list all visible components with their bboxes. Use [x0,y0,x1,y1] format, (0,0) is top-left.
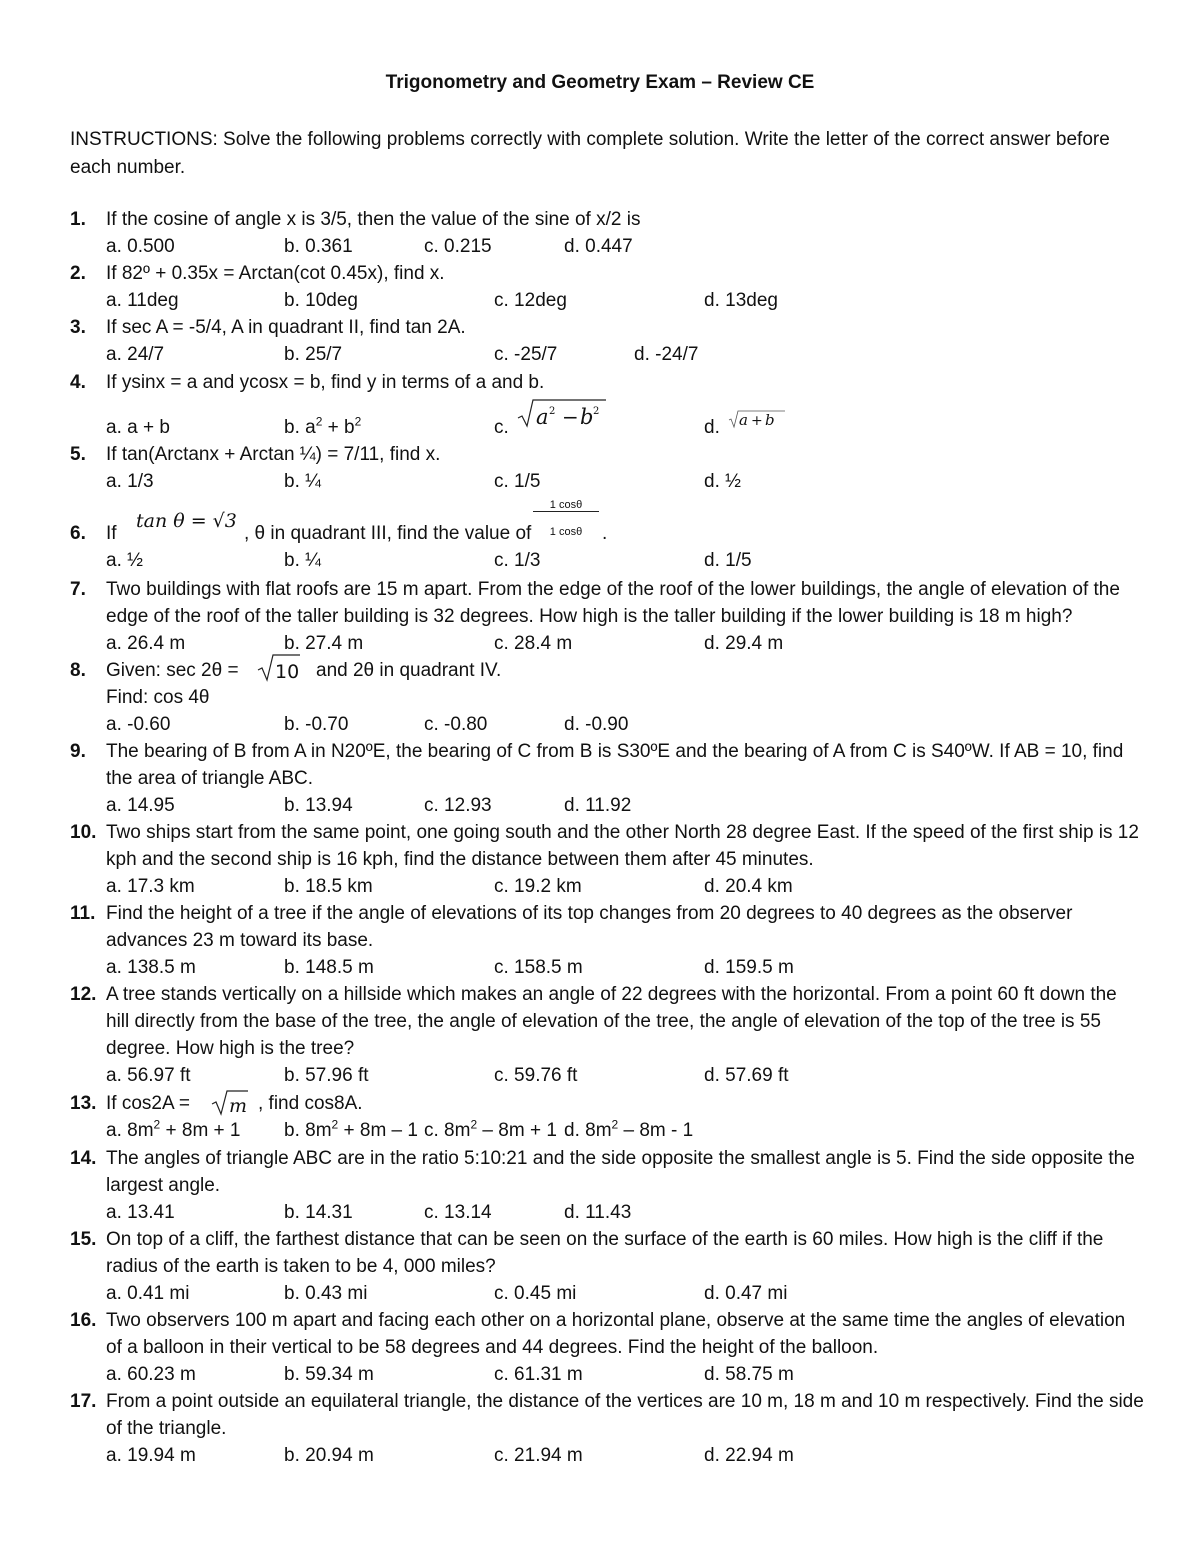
question-14 [70,1145,1145,1199]
choice-a: a. 14.95 [106,795,175,816]
question-text-pre: If cos2A = [106,1093,190,1114]
choice-b: b. 0.361 [284,236,353,257]
choices-12 [106,1062,1106,1089]
svg-text:2: 2 [593,406,600,417]
choice-a: a. 0.41 mi [106,1283,190,1304]
question-text: If 82º + 0.35x = Arctan(cot 0.45x), find x. [106,263,445,284]
choices-15 [106,1280,1106,1307]
question-number: 6. [70,523,86,544]
choice-b: b. $8m^2 + 8m - 1$ [284,1117,418,1141]
choice-b: b. 18.5 km [284,876,373,897]
sqrt-10-value: 10 [275,661,300,683]
question-9 [70,738,1145,792]
question-5 [70,441,1145,468]
svg-text:−: − [562,405,579,429]
choices-13 [106,1117,1106,1144]
question-number: 5. [70,444,86,465]
choice-a: a. $8m^2 + 8m + 1$ [106,1117,241,1141]
question-number: 11. [70,903,96,924]
question-number: 2. [70,263,86,284]
question-text: The angles of triangle ABC are in the ratio 5:10:21 and the side opposite the smallest angle is 5. Find the side opposite the largest angle. [106,1148,1135,1196]
choice-c: c. 28.4 m [494,633,573,654]
choice-d: d. 13deg [704,290,778,311]
choices-6 [106,547,1106,574]
choice-a: a. a + b [106,417,170,438]
choices-9 [106,792,1106,819]
question-text: If tan(Arctanx + Arctan ¼) = 7/11, find x. [106,444,441,465]
question-15 [70,1226,1145,1280]
svg-text:2: 2 [549,406,556,417]
choice-a: a. ½ [106,550,143,571]
choice-c: c. 1/5 [494,471,541,492]
question-number: 14. [70,1148,97,1169]
choice-d: d. 29.4 m [704,633,784,654]
choice-d: d. 20.4 km [704,876,793,897]
choices-17 [106,1442,1106,1469]
sqrt-m-value: m [229,1095,248,1117]
question-text-pre: If [106,523,117,544]
choices-16 [106,1361,1106,1388]
question-text-post: and 2θ in quadrant IV. [316,660,502,681]
question-10 [70,819,1145,873]
question-text: A tree stands vertically on a hillside which makes an angle of 22 degrees with the horizontal. From a point 60 ft down the hill directly from the base of the tree, the angle of elevation of the tree, the angle of elevation of the top of the tree is 55 degree. How high is the tree? [106,984,1117,1059]
question-number: 8. [70,660,86,681]
question-number: 17. [70,1391,97,1412]
choice-a: a. 19.94 m [106,1445,196,1466]
choices-2 [106,287,1106,314]
question-text: If ysinx = a and ycosx = b, find y in terms of a and b. [106,372,545,393]
choice-c: c. 12.93 [424,795,492,816]
choice-c: c. -0.80 [424,714,488,735]
choice-b: b. 10deg [284,290,358,311]
question-number: 4. [70,372,86,393]
choices-10 [106,873,1106,900]
choice-c: c. 12deg [494,290,567,311]
question-text: From a point outside an equilateral triangle, the distance of the vertices are 10 m, 18 m and 10 m respectively. Find the side of the triangle. [106,1391,1144,1439]
choice-d: d. [704,417,720,438]
choice-c: c. $8m^2 - 8m + 1$ [424,1117,557,1141]
choice-b: b. 59.34 m [284,1364,374,1385]
choice-d: d. 159.5 m [704,957,794,978]
question-16 [70,1307,1145,1361]
choice-d: d. -24/7 [634,344,699,365]
choice-c: c. 21.94 m [494,1445,583,1466]
question-3 [70,314,1145,341]
choices-14 [106,1199,1106,1226]
question-number: 15. [70,1229,97,1250]
choice-c: c. 0.215 [424,236,492,257]
question-2 [70,260,1145,287]
choices-3 [106,341,1106,368]
choices-1 [106,233,1106,260]
choice-d: d. 0.447 [564,236,633,257]
question-number: 13. [70,1093,97,1114]
question-text: Find the height of a tree if the angle of elevations of its top changes from 20 degrees to 40 degrees as the observer advances 23 m toward its base. [106,903,1073,951]
choice-c: c. 13.14 [424,1202,492,1223]
choice-a: a. -0.60 [106,714,171,735]
choice-b: b. ¼ [284,550,321,571]
choice-a: a. 138.5 m [106,957,196,978]
choice-b: b. 148.5 m [284,957,374,978]
choices-5 [106,468,1106,495]
svg-text:a: a [536,405,549,429]
choice-d: d. 11.43 [564,1202,632,1223]
choices-11 [106,954,1106,981]
choice-a: a. 0.500 [106,236,175,257]
choice-a: a. 13.41 [106,1202,175,1223]
question-text: Two buildings with flat roofs are 15 m apart. From the edge of the roof of the lower buildings, the angle of elevation of the edge of the roof of the taller building is 32 degrees. How high is the taller building if the lower building is 18 m high? [106,579,1120,627]
question-subtext: Find: cos 4θ [106,687,210,708]
question-number: 10. [70,822,97,843]
question-1 [70,206,1145,233]
sqrt-a2-minus-b2-formula [516,396,608,430]
question-text: If the cosine of angle x is 3/5, then the value of the sine of x/2 is [106,209,641,230]
fraction-numerator: 1 cosθ [533,499,599,512]
question-text-end: . [602,523,608,544]
choice-a: a. 1/3 [106,471,154,492]
choices-8 [106,711,1106,738]
choice-c: c. 59.76 ft [494,1065,578,1086]
choice-b: b. 13.94 [284,795,353,816]
choice-c: c. -25/7 [494,344,558,365]
question-text: On top of a cliff, the farthest distance that can be seen on the surface of the earth is 60 miles. How high is the cliff if the radius of the earth is taken to be 4, 000 miles? [106,1229,1104,1277]
choice-d: d. 1/5 [704,550,752,571]
svg-text:b: b [765,411,775,429]
question-number: 12. [70,984,97,1005]
choice-b: b. $a^2 + b^2$ [284,414,362,438]
choice-c: c. 0.45 mi [494,1283,577,1304]
choice-b: b. ¼ [284,471,321,492]
question-text: Two observers 100 m apart and facing each other on a horizontal plane, observe at the same time the angles of elevation of a balloon in their vertical to be 58 degrees and 44 degrees. Find the height of the balloon. [106,1310,1126,1358]
fraction-denominator: 1 cosθ [549,526,583,538]
choice-c: c. 158.5 m [494,957,583,978]
sqrt-10-formula [256,652,302,684]
choice-a: a. 11deg [106,290,179,311]
question-number: 16. [70,1310,97,1331]
question-number: 3. [70,317,86,338]
question-text: Two ships start from the same point, one going south and the other North 28 degree East. If the speed of the first ship is 12 kph and the second ship is 16 kph, find the distance between them after 45 minutes. [106,822,1139,870]
question-4 [70,369,1145,396]
question-17 [70,1388,1145,1442]
question-number: 7. [70,579,86,600]
question-number: 1. [70,209,86,230]
choice-a: a. 17.3 km [106,876,195,897]
choice-b: b. 14.31 [284,1202,353,1223]
choice-b: b. 57.96 ft [284,1065,369,1086]
choice-b: b. 25/7 [284,344,343,365]
choice-d: d. -0.90 [564,714,629,735]
choice-d: d. 22.94 m [704,1445,794,1466]
choice-d: d. 58.75 m [704,1364,794,1385]
choice-b: b. 0.43 mi [284,1283,368,1304]
instructions: INSTRUCTIONS: Solve the following problems correctly with complete solution. Write the letter of the correct answer before each number. [70,129,1110,178]
choice-d: d. ½ [704,471,741,492]
page-title: Trigonometry and Geometry Exam – Review CE [385,72,815,93]
choice-a: a. 24/7 [106,344,165,365]
choice-b: b. 20.94 m [284,1445,374,1466]
choice-a: a. 56.97 ft [106,1065,191,1086]
svg-text:+: + [751,413,763,429]
svg-text:a: a [739,411,748,429]
choice-a: a. 60.23 m [106,1364,196,1385]
choice-d: d. 0.47 mi [704,1283,788,1304]
choice-c: c. 1/3 [494,550,541,571]
choice-b: b. 27.4 m [284,633,364,654]
question-text: If sec A = -5/4, A in quadrant II, find tan 2A. [106,317,466,338]
question-text-pre: Given: sec 2θ = [106,660,239,681]
question-12 [70,981,1145,1062]
tan-theta-formula: tan θ = √3 [136,510,237,532]
choice-a: a. 26.4 m [106,633,186,654]
choice-c: c. 19.2 km [494,876,582,897]
question-7 [70,576,1145,630]
question-number: 9. [70,741,86,762]
svg-text:b: b [580,405,594,429]
sqrt-a-plus-b-formula [727,408,787,430]
choice-d: d. $8m^2 - 8m - 1$ [564,1117,694,1141]
question-text-mid: , θ in quadrant III, find the value of [244,523,532,544]
question-text-post: , find cos8A. [258,1093,363,1114]
choice-c: c. 61.31 m [494,1364,583,1385]
question-text: The bearing of B from A in N20ºE, the bearing of C from B is S30ºE and the bearing of A from C is S40ºW. If AB = 10, find the area of triangle ABC. [106,741,1124,789]
choice-c: c. [494,417,509,438]
sqrt-m-formula [210,1088,250,1118]
question-11 [70,900,1145,954]
choice-d: d. 11.92 [564,795,632,816]
choice-d: d. 57.69 ft [704,1065,789,1086]
question-8 [70,657,1145,684]
choice-b: b. -0.70 [284,714,349,735]
